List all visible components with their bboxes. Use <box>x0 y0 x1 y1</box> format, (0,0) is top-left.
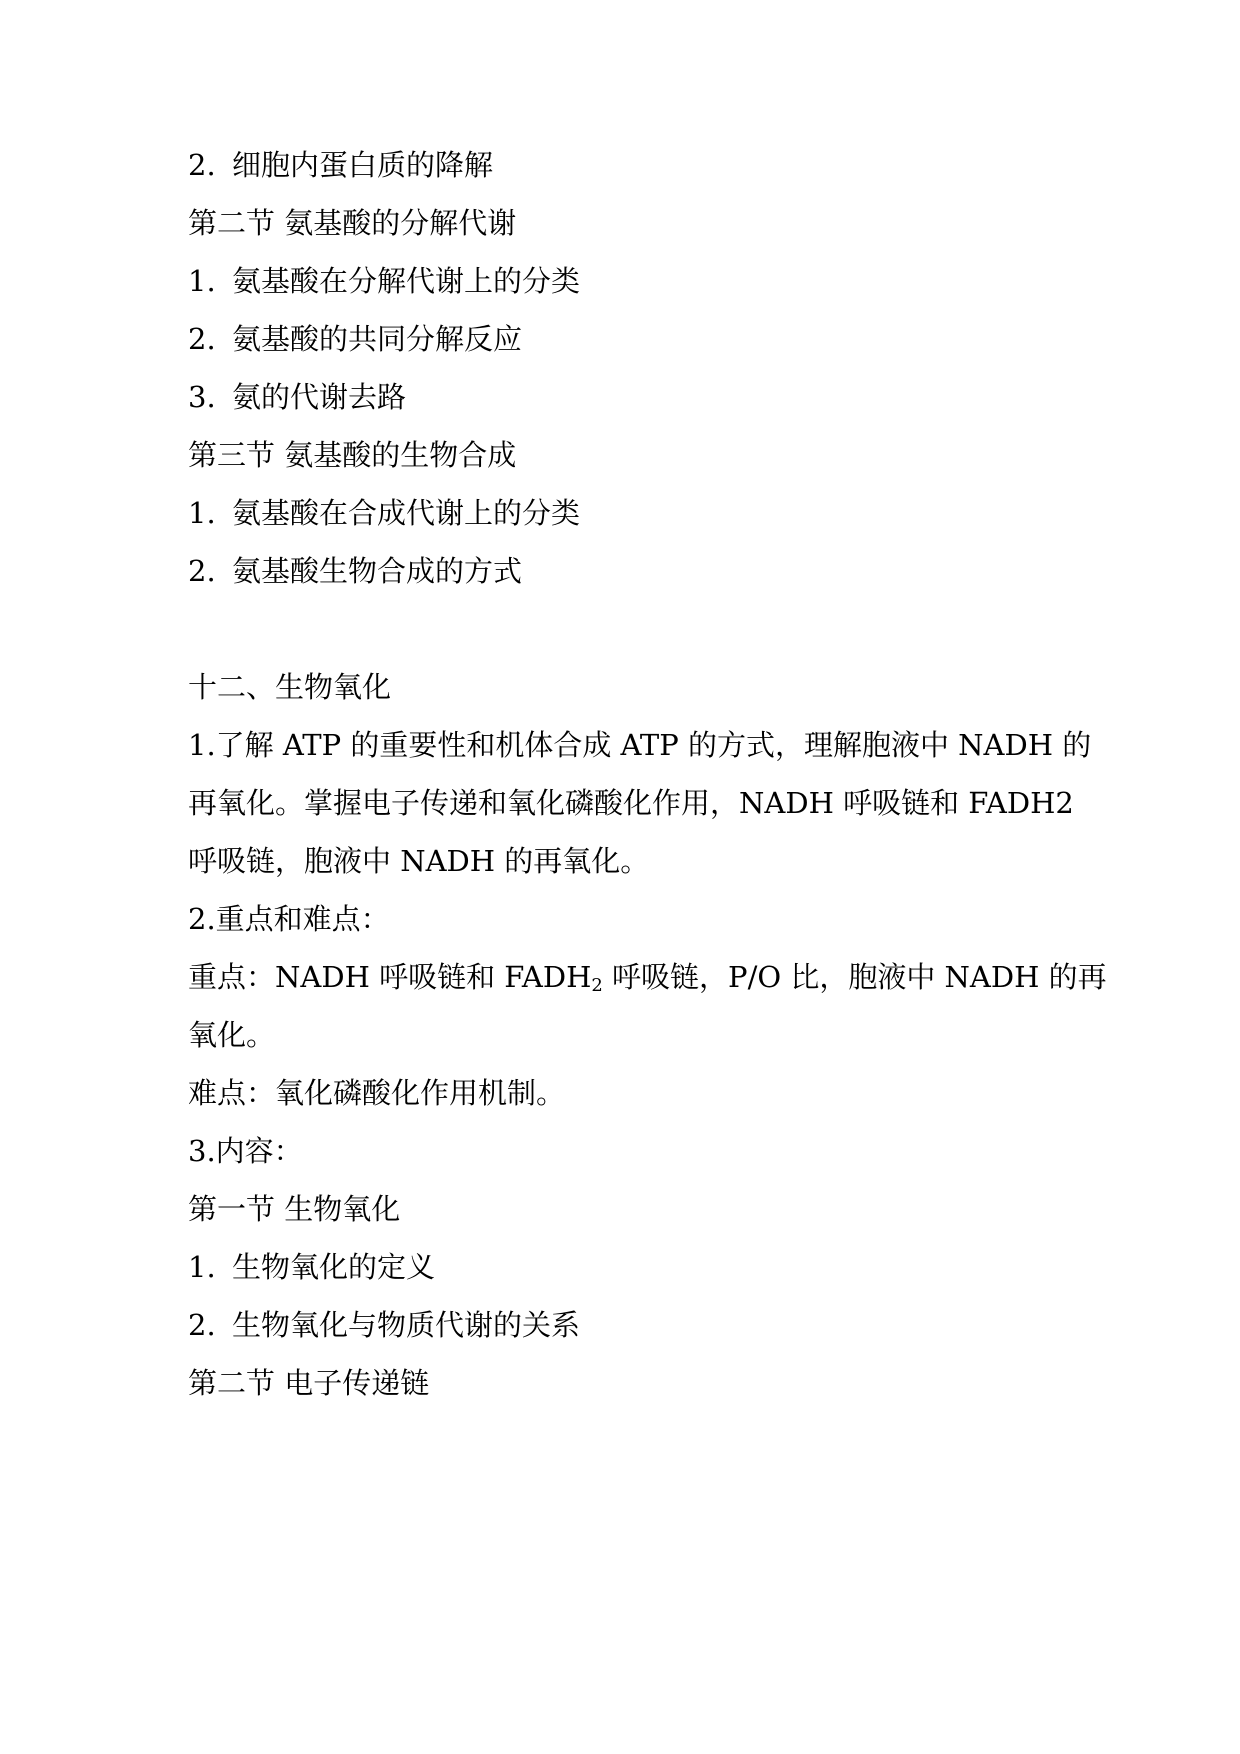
list-item-number: 3. <box>188 380 216 414</box>
key-points-text: 呼吸链，P/O 比，胞液中 NADH 的再 <box>602 960 1107 994</box>
list-item-text: 氨基酸在分解代谢上的分类 <box>232 264 581 298</box>
section-title-amino-acid-catabolism: 第二节 氨基酸的分解代谢 <box>188 206 517 240</box>
objectives-line: 1.了解 ATP 的重要性和机体合成 ATP 的方式，理解胞液中 NADH 的 <box>188 728 1092 762</box>
list-item <box>188 319 1068 359</box>
list-item <box>188 493 1068 533</box>
list-item-number: 2. <box>188 148 216 182</box>
section-title-biological-oxidation: 第一节 生物氧化 <box>188 1192 401 1226</box>
difficulty-line: 难点：氧化磷酸化作用机制。 <box>188 1076 566 1110</box>
chapter-title: 十二、生物氧化 <box>188 670 392 704</box>
key-points-line <box>188 957 1107 997</box>
list-item-text: 氨的代谢去路 <box>232 380 407 414</box>
content-heading: 3.内容： <box>188 1134 303 1168</box>
section-title-amino-acid-biosynthesis: 第三节 氨基酸的生物合成 <box>188 438 517 472</box>
list-item-number: 2. <box>188 322 216 356</box>
list-item-intracellular-protein-degradation <box>188 145 1068 185</box>
key-points-text: 重点：NADH 呼吸链和 FADH <box>188 960 592 994</box>
list-item <box>188 551 1068 591</box>
subscript: 2 <box>591 975 603 996</box>
list-item-number: 1. <box>188 1250 216 1284</box>
key-points-line: 氧化。 <box>188 1018 276 1052</box>
list-item <box>188 377 1068 417</box>
list-item-text: 细胞内蛋白质的降解 <box>232 148 494 182</box>
key-points-heading: 2.重点和难点： <box>188 902 390 936</box>
list-item <box>188 1247 1068 1287</box>
list-item <box>188 1305 1068 1345</box>
section-title-electron-transport-chain: 第二节 电子传递链 <box>188 1366 430 1400</box>
list-item <box>188 261 1068 301</box>
list-item-text: 氨基酸在合成代谢上的分类 <box>232 496 581 530</box>
list-item-number: 2. <box>188 554 216 588</box>
list-item-number: 1. <box>188 496 216 530</box>
list-item-text: 氨基酸生物合成的方式 <box>232 554 523 588</box>
list-item-text: 生物氧化与物质代谢的关系 <box>232 1308 581 1342</box>
list-item-number: 2. <box>188 1308 216 1342</box>
objectives-line: 呼吸链，胞液中 NADH 的再氧化。 <box>188 844 650 878</box>
list-item-text: 氨基酸的共同分解反应 <box>232 322 523 356</box>
list-item-text: 生物氧化的定义 <box>232 1250 436 1284</box>
objectives-line: 再氧化。掌握电子传递和氧化磷酸化作用，NADH 呼吸链和 FADH2 <box>188 786 1074 820</box>
list-item-number: 1. <box>188 264 216 298</box>
